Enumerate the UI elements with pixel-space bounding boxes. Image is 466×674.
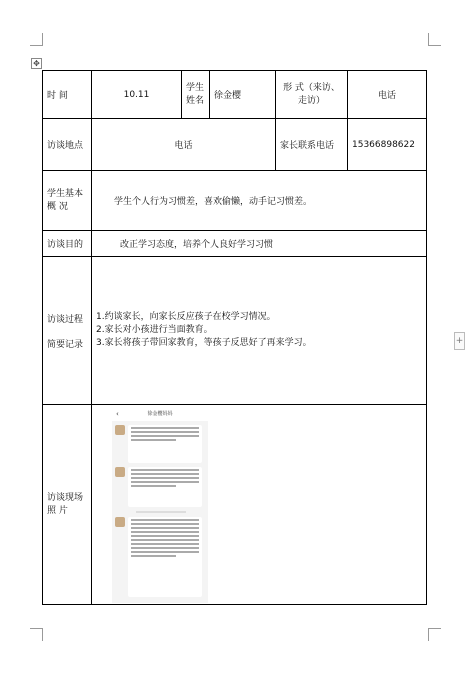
- process-record[interactable]: [92, 257, 427, 405]
- time-label: 时 间: [43, 71, 92, 119]
- photo-cell: [92, 405, 427, 605]
- row-process: [43, 257, 427, 405]
- table-add-handle-icon[interactable]: +: [454, 332, 465, 350]
- basic-info-label: 学生基本概 况: [43, 171, 92, 231]
- row-photo: [43, 405, 427, 605]
- row-time: [43, 71, 427, 119]
- time-divider: [136, 511, 186, 513]
- interview-record-table: [42, 70, 427, 605]
- back-arrow-icon: ‹: [116, 410, 119, 418]
- avatar: [115, 517, 125, 527]
- crop-mark-top-right: [428, 33, 441, 46]
- photo-label: 访谈现场照 片: [43, 405, 92, 605]
- row-purpose: [43, 231, 427, 257]
- crop-mark-bottom-left: [30, 628, 43, 641]
- chat-title: 徐金樱妈妈: [147, 411, 173, 417]
- table-move-handle-icon[interactable]: ✥: [31, 58, 42, 69]
- parent-phone-label: 家长联系电话: [276, 119, 348, 171]
- basic-info-value[interactable]: 学生个人行为习惯差，喜欢偷懒，动手记习惯差。: [92, 171, 427, 231]
- crop-mark-bottom-right: [428, 628, 441, 641]
- location-value[interactable]: 电话: [92, 119, 276, 171]
- process-line-3: 3.家长将孩子带回家教育，等孩子反思好了再来学习。: [96, 338, 312, 348]
- chat-message: [128, 467, 202, 507]
- process-label: 访谈过程: [47, 314, 84, 325]
- purpose-label: 访谈目的: [43, 231, 92, 257]
- student-name-value[interactable]: 徐金樱: [210, 71, 276, 119]
- avatar: [115, 425, 125, 435]
- summary-label: 简要记录: [47, 339, 84, 350]
- parent-phone-value[interactable]: 15366898622: [348, 119, 427, 171]
- location-label: 访谈地点: [43, 119, 92, 171]
- process-line-2: 2.家长对小孩进行当面教育。: [96, 325, 213, 335]
- chat-header: [112, 407, 208, 421]
- chat-screenshot-photo[interactable]: [112, 407, 208, 603]
- crop-mark-top-left: [30, 33, 43, 46]
- purpose-value[interactable]: 改正学习态度，培养个人良好学习习惯: [92, 231, 427, 257]
- process-line-1: 1.约谈家长，向家长反应孩子在校学习情况。: [96, 312, 276, 322]
- form-value[interactable]: 电话: [348, 71, 427, 119]
- chat-message: [128, 517, 202, 597]
- process-label-cell: [43, 257, 92, 405]
- chat-message: [128, 425, 202, 463]
- avatar: [115, 467, 125, 477]
- student-name-label: 学生姓名: [182, 71, 210, 119]
- row-basic-info: [43, 171, 427, 231]
- form-label: 形 式（来访、走访）: [276, 71, 348, 119]
- time-value[interactable]: 10.11: [92, 71, 182, 119]
- row-location: [43, 119, 427, 171]
